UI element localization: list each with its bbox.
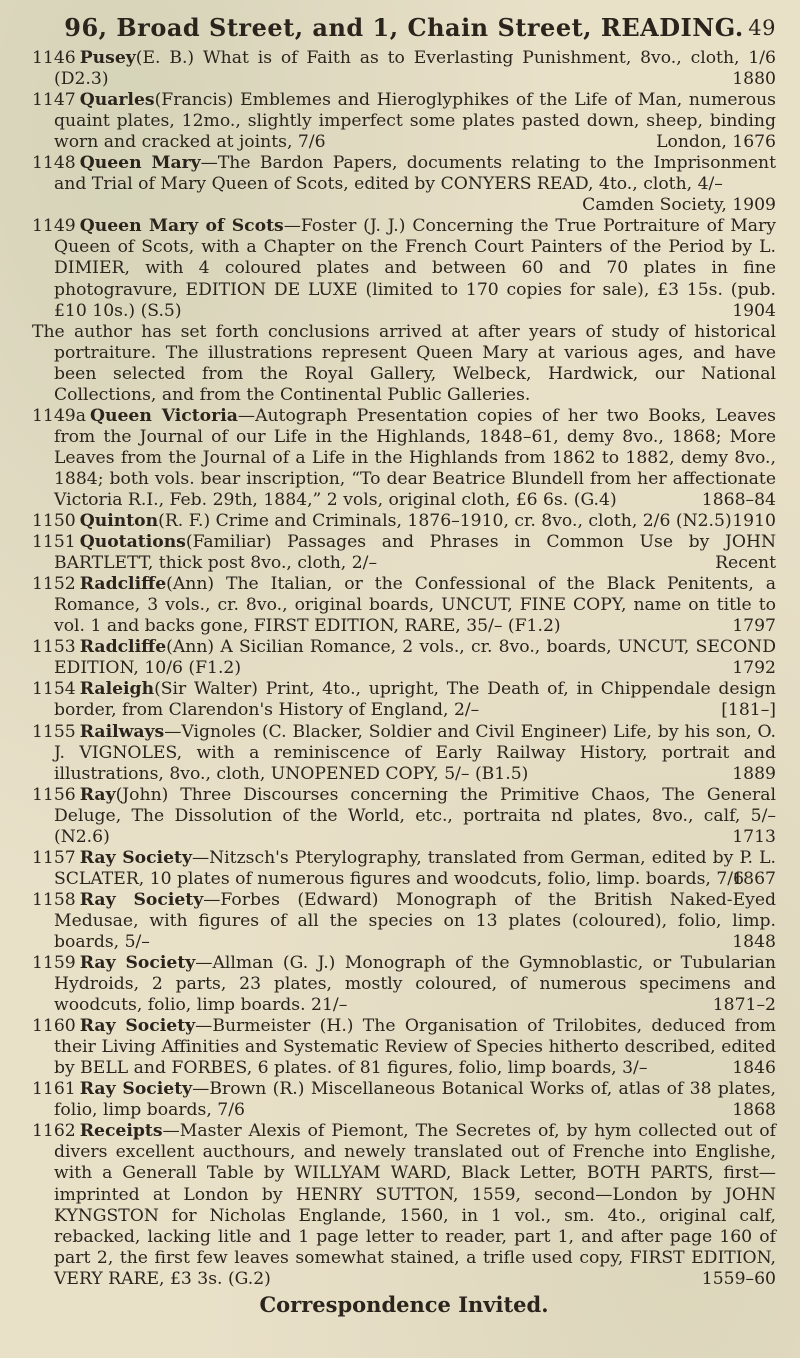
catalogue-entry — [32, 1079, 776, 1121]
entry-description: (John) Three Discourses concerning the Primitive Chaos, The General Deluge, The Dissolution of the World, etc., portraita nd plates, 8vo., calf, 5/– (N2.6) — [54, 784, 776, 847]
entry-heading: Ray Society — [79, 889, 204, 910]
catalogue-entry — [32, 637, 776, 679]
entry-description: —Brown (R.) Miscellaneous Botanical Works of, atlas of 38 plates, folio, limp boards, 7/6 — [54, 1079, 776, 1121]
entry-date: 1880 — [732, 69, 776, 90]
entry-number: 1160 — [32, 1016, 76, 1037]
entry-number: 1157 — [32, 847, 76, 868]
entry-heading: Receipts — [79, 1121, 163, 1142]
catalogue-entry — [32, 574, 776, 637]
entry-heading: Pusey — [79, 48, 136, 68]
entry-number: 1149 — [32, 216, 76, 237]
entry-number: 1153 — [32, 637, 76, 658]
catalogue-entry — [32, 722, 776, 785]
entry-date: Recent — [715, 553, 776, 574]
entry-date: 1713 — [732, 826, 776, 847]
catalogue-entry — [32, 153, 776, 216]
footer-note: Correspondence Invited. — [259, 1291, 549, 1317]
entry-description: (Ann) A Sicilian Romance, 2 vols., cr. 8vo., boards, UNCUT, SECOND EDITION, 10/6 (F1.2) — [54, 637, 776, 679]
entry-description: —Burmeister (H.) The Organisation of Trilobites, deduced from their Living Affinities and Systematic Review of Species hitherto described, edited by BELL and FORBES, 6 plates. of 81 figures, folio, limp boards, 3/– — [54, 1016, 776, 1079]
catalogue-entry — [32, 48, 776, 90]
entry-heading: Raleigh — [79, 679, 155, 700]
entry-date: London, 1676 — [656, 132, 776, 153]
entry-description: (Familiar) Passages and Phrases in Common Use by JOHN BARTLETT, thick post 8vo., cloth, 2/– — [54, 532, 776, 574]
catalogue-entry — [32, 532, 776, 574]
entry-description: The author has set forth conclusions arrived at after years of study of historical portraiture. The illustrations represent Queen Mary at various ages, and have been selected from the Royal Gallery, Welbeck, Hardwick, our National Collections, and from the Continental Public Galleries. — [32, 321, 776, 405]
entry-number: 1147 — [32, 90, 76, 111]
entry-number: 1159 — [32, 953, 76, 974]
catalogue-entry — [32, 1121, 776, 1289]
catalogue-entries — [32, 48, 776, 1290]
entry-number: 1149a — [32, 405, 86, 426]
entry-description: (E. B.) What is of Faith as to Everlasting Punishment, 8vo., cloth, 1/6 (D2.3) — [54, 48, 776, 90]
entry-description: —Nitzsch's Pterylography, translated from German, edited by P. L. SCLATER, 10 plates of numerous figures and woodcuts, folio, limp. boards, 7/6 — [54, 847, 776, 889]
entry-number: 1152 — [32, 574, 76, 595]
entry-date: Camden Society, 1909 — [582, 195, 776, 216]
entry-heading: Queen Mary of Scots — [79, 216, 284, 237]
entry-number: 1162 — [32, 1121, 76, 1142]
entry-date: 1792 — [732, 658, 776, 679]
catalogue-entry — [32, 953, 776, 1016]
entry-description: —Master Alexis of Piemont, The Secretes of, by hym collected out of divers excellent aucthours, and newely translated out of Frenche into Englishe, with a Generall Table by WILLYAM WARD, Black Letter, BOTH PARTS, first—imprinted at London by HENRY SUTTON, 1559, second—London by JOHN KYNGSTON for Nicholas Englande, 1560, in 1 vol., sm. 4to., original calf, rebacked, lacking litle and 1 page letter to reader, part 1, and after page 160 of part 2, the first few leaves somewhat stained, a trifle used copy, FIRST EDITION, VERY RARE, £3 3s. (G.2) — [54, 1121, 776, 1289]
entry-number: 1158 — [32, 889, 76, 910]
catalogue-entry — [32, 679, 776, 721]
entry-number: 1154 — [32, 679, 76, 700]
entry-description: —Foster (J. J.) Concerning the True Portraiture of Mary Queen of Scots, with a Chapter on the French Court Painters of the Period by L. DIMIER, with 4 coloured plates and between 60 and 70 plates in fine photogravure, EDITION DE LUXE (limited to 170 copies for sale), £3 15s. (pub. £10 10s.) (S.5) — [54, 216, 776, 321]
entry-number: 1151 — [32, 532, 76, 553]
entry-heading: Quarles — [79, 90, 155, 111]
entry-number: 1161 — [32, 1079, 76, 1100]
catalogue-entry — [32, 406, 776, 511]
entry-number: 1146 — [32, 48, 76, 68]
entry-date: 1846 — [732, 1058, 776, 1079]
entry-heading: Radcliffe — [79, 637, 167, 658]
entry-heading: Queen Mary — [79, 153, 201, 174]
entry-number: 1150 — [32, 511, 76, 532]
entry-date: 1797 — [732, 616, 776, 637]
entry-heading: Quinton — [79, 511, 159, 532]
entry-heading: Ray Society — [79, 847, 192, 868]
entry-number: 1156 — [32, 784, 76, 805]
entry-description: (Ann) The Italian, or the Confessional of the Black Penitents, a Romance, 3 vols., cr. 8vo., original boards, UNCUT, FINE COPY, name on title to vol. 1 and backs gone, FIRST EDITION, RARE, 35/– (F1.2) — [54, 574, 776, 637]
entry-heading: Radcliffe — [79, 574, 167, 595]
catalogue-entry — [32, 785, 776, 848]
page-title: 96, Broad Street, and 1, Chain Street, READING. — [64, 13, 744, 42]
entry-heading: Ray Society — [79, 953, 196, 974]
entry-date: 1889 — [732, 763, 776, 784]
catalogue-entry — [32, 890, 776, 953]
entry-heading: Queen Victoria — [90, 405, 238, 426]
entry-description: —Vignoles (C. Blacker, Soldier and Civil Engineer) Life, by his son, O. J. VIGNOLES, with a reminiscence of Early Railway History, portrait and illustrations, 8vo., cloth, UNOPENED COPY, 5/– (B1.5) — [54, 721, 776, 784]
entry-heading: Ray Society — [79, 1016, 196, 1037]
entry-heading: Ray — [79, 784, 116, 805]
entry-date: 1910 — [732, 511, 776, 532]
entry-date: [181–] — [721, 700, 776, 721]
entry-heading: Ray Society — [79, 1079, 193, 1100]
entry-date: 1871–2 — [712, 995, 776, 1016]
entry-description: (Sir Walter) Print, 4to., upright, The Death of, in Chippendale design border, from Clarendon's History of England, 2/– — [54, 679, 776, 721]
page-number: 49 — [748, 16, 776, 40]
page-header — [32, 10, 776, 46]
catalogue-entry — [32, 511, 776, 532]
entry-description: —Allman (G. J.) Monograph of the Gymnoblastic, or Tubularian Hydroids, 2 parts, 23 plates, mostly coloured, of numerous specimens and woodcuts, folio, limp boards. 21/– — [54, 953, 776, 1016]
entry-number: 1148 — [32, 153, 76, 174]
entry-heading: Quotations — [79, 532, 186, 553]
entry-date: 1559–60 — [701, 1268, 776, 1289]
entry-date: 1904 — [732, 300, 776, 321]
entry-description: (Francis) Emblemes and Hieroglyphikes of the Life of Man, numerous quaint plates, 12mo., slightly imperfect some plates pasted down, sheep, binding worn and cracked at joints, 7/6 — [54, 90, 776, 153]
entry-description: (R. F.) Crime and Criminals, 1876–1910, cr. 8vo., cloth, 2/6 (N2.5) — [158, 511, 732, 532]
entry-description: —The Bardon Papers, documents relating to the Imprisonment and Trial of Mary Queen of Scots, edited by CONYERS READ, 4to., cloth, 4/– — [54, 153, 776, 195]
catalogue-entry — [32, 322, 776, 406]
entry-number: 1155 — [32, 721, 76, 742]
entry-description: —Forbes (Edward) Monograph of the British Naked-Eyed Medusae, with figures of all the species on 13 plates (coloured), folio, limp. boards, 5/– — [54, 889, 776, 952]
entry-date: 1867 — [732, 868, 776, 889]
catalogue-entry — [32, 1016, 776, 1079]
entry-description: —Autograph Presentation copies of her two Books, Leaves from the Journal of our Life in the Highlands, 1848–61, demy 8vo., 1868; More Leaves from the Journal of a Life in the Highlands from 1862 to 1882, demy 8vo., 1884; both vols. bear inscription, “To dear Beatrice Blundell from her affectionate Victoria R.I., Feb. 29th, 1884,” 2 vols, original cloth, £6 6s. (G.4) — [54, 405, 776, 510]
entry-heading: Railways — [79, 721, 165, 742]
catalogue-entry — [32, 848, 776, 890]
entry-date: 1848 — [732, 931, 776, 952]
catalogue-entry — [32, 216, 776, 321]
catalogue-entry — [32, 90, 776, 153]
entry-date: 1868 — [732, 1100, 776, 1121]
entry-date: 1868–84 — [701, 489, 776, 510]
